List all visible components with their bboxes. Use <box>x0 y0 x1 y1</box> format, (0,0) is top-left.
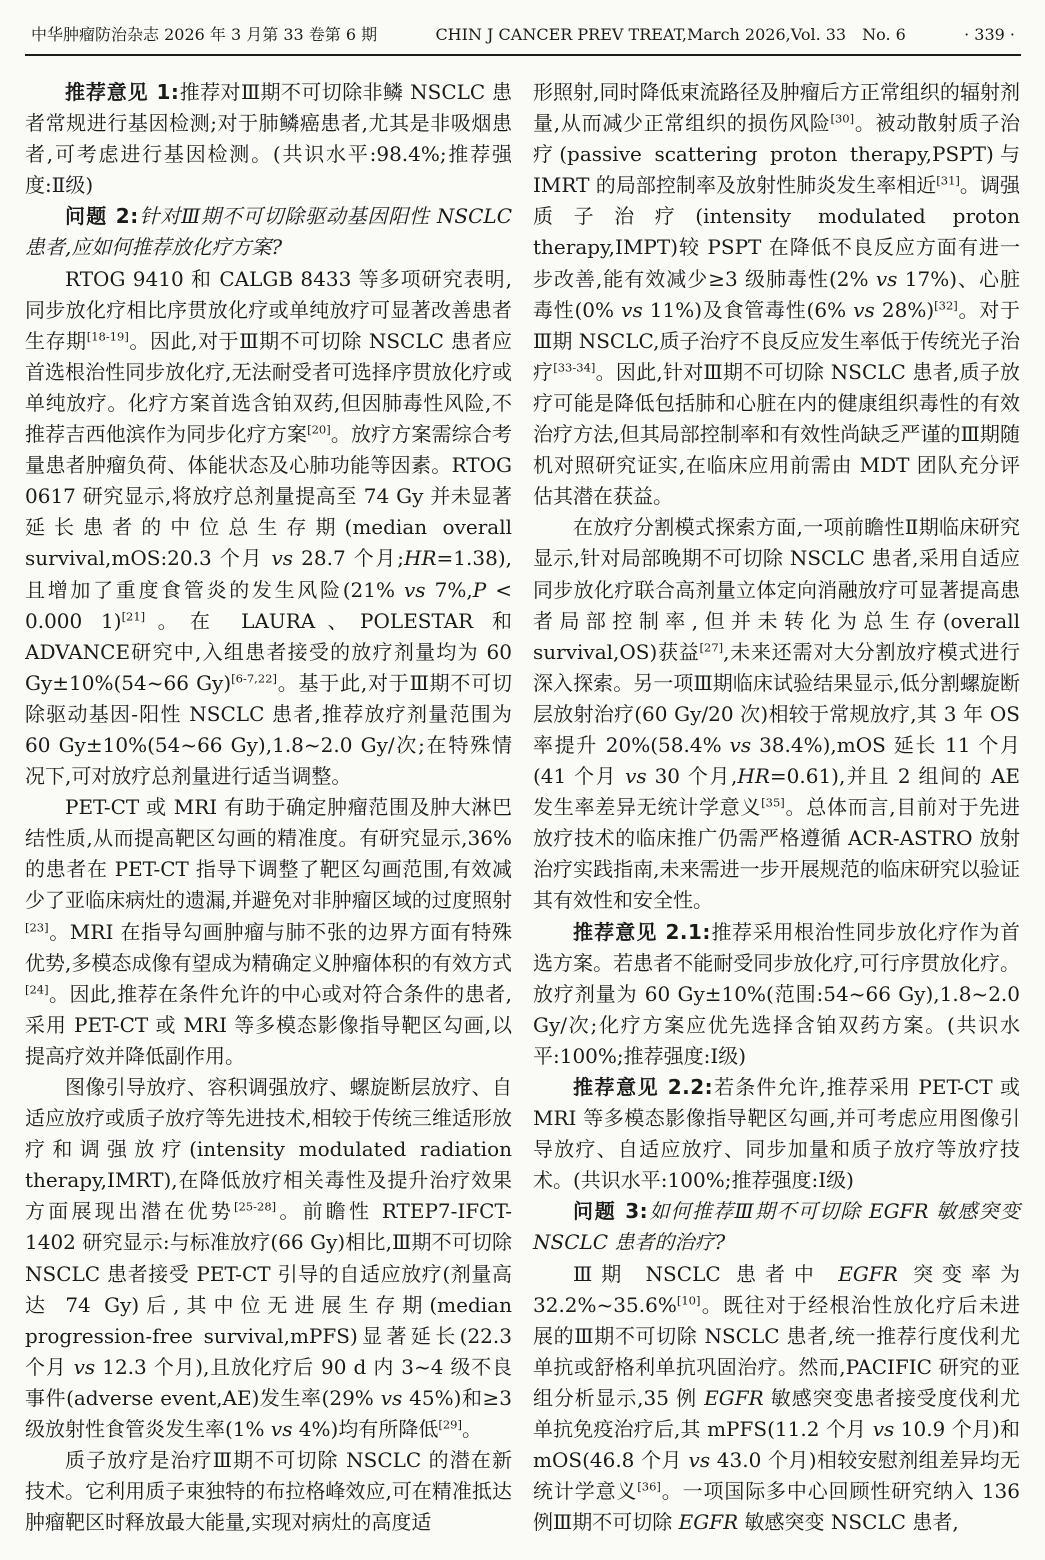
reference-superscript: [29] <box>438 1417 462 1432</box>
text-segment: 38.4%),mOS 延长 11 个月(41 个月 <box>533 732 1020 789</box>
bold-lead-label: 问题 2: <box>65 204 139 229</box>
text-segment: 。对于Ⅲ期 NSCLC,质子治疗不良反应发生率低于传统光子治疗 <box>533 297 1020 384</box>
italic-term: vs <box>621 297 643 322</box>
bold-lead-label: 问题 3: <box>573 1199 649 1224</box>
journal-title-cn: 中华肿瘤防治杂志 2026 年 3 月第 33 卷第 6 期 <box>31 25 378 44</box>
body-paragraph <box>533 512 1020 916</box>
reference-superscript: [35] <box>761 795 785 810</box>
body-paragraph <box>533 1259 1020 1539</box>
text-segment: 。既往对于经根治性放化疗后未进展的Ⅲ期不可切除 NSCLC 患者,统一推荐行度伐利尤单抗或舒格利单抗巩固治疗。然而,PACIFIC 研究的亚组分析显示,35 例 <box>533 1292 1020 1410</box>
text-segment: 17%)、心脏毒性(0% <box>533 266 1020 322</box>
text-segment: 。在 LAURA、POLESTAR 和 ADVANCE研究中,入组患者接受的放疗剂量均为 60 Gy±10%(54~66 Gy) <box>25 608 513 695</box>
text-segment: 。放疗方案需综合考量患者肿瘤负荷、体能状态及心肺功能等因素。RTOG 0617 研究显示,将放疗总剂量提高至 74 Gy 并未显著延长患者的中位总生存期(median overall survival,mOS:20.3 个月 <box>25 422 513 571</box>
text-segment: 推荐采用根治性同步放化疗作为首选方案。若患者不能耐受同步放化疗,可行序贯放化疗。放疗剂量为 60 Gy±10%(范围:54~66 Gy),1.8~2.0 Gy/次;化疗方案应优先选择含铂双药方案。(共识水平:100%;推荐强度:Ⅰ级) <box>533 919 1021 1068</box>
text-segment: 质子放疗是治疗Ⅲ期不可切除 NSCLC 的潜在新技术。它利用质子束独特的布拉格峰效应,可在精准抵达肿瘤靶区时释放最大能量,实现对病灶的高度适 <box>25 1448 512 1535</box>
reference-superscript: [18-19] <box>86 329 129 344</box>
body-paragraph <box>25 264 512 793</box>
reference-superscript: [31] <box>936 173 960 188</box>
italic-term: vs <box>688 1448 711 1473</box>
italic-term: EGFR <box>838 1261 898 1286</box>
text-segment: 11%)及食管毒性(6% <box>642 297 854 322</box>
reference-superscript: [10] <box>676 1293 701 1307</box>
body-paragraph <box>25 1445 512 1538</box>
text-segment: 。因此,针对Ⅲ期不可切除 NSCLC 患者,质子放疗可能是降低包括肺和心脏在内的健康组织毒性的有效治疗方法,但其局部控制率和有效性尚缺乏严谨的Ⅲ期随机对照研究证实,在临床应用前需由 MDT 团队充分评估其潜在获益。 <box>533 359 1021 509</box>
italic-term: vs <box>729 732 752 757</box>
italic-term: vs <box>875 266 898 291</box>
bold-lead-label: 推荐意见 1: <box>65 80 180 104</box>
text-segment: 。基于此,对于Ⅲ期不可切除驱动基因-阳性 NSCLC 患者,推荐放疗剂量范围为 60 Gy±10%(54~66 Gy),1.8~2.0 Gy/次;在特殊情况下,可对放疗总剂量进行适当调整。 <box>25 670 512 789</box>
text-segment: 图像引导放疗、容积调强放疗、螺旋断层放疗、自适应放疗或质子放疗等先进技术,相较于传统三维适形放疗和调强放疗(intensity modulated radiation therapy,IMRT),在降低放疗相关毒性及提升治疗效果方面展现出潜在优势 <box>25 1075 512 1224</box>
reference-superscript: [6-7,22] <box>231 671 277 686</box>
italic-term: vs <box>872 1417 895 1442</box>
italic-term: vs <box>625 764 647 789</box>
bold-lead-label: 推荐意见 2.2: <box>573 1075 714 1099</box>
text-segment: 10.9 个月)和 mOS(46.8 个月 <box>533 1417 1020 1473</box>
italic-term: 如何推荐Ⅲ期不可切除 EGFR 敏感突变 NSCLC 患者的治疗? <box>533 1199 1020 1255</box>
body-paragraph <box>25 792 512 1072</box>
reference-superscript: [24] <box>25 982 49 997</box>
reference-superscript: [27] <box>699 640 724 655</box>
reference-superscript: [36] <box>637 1479 661 1494</box>
text-segment: 。被动散射质子治疗(passive scattering proton therapy,PSPT)与 IMRT 的局部控制率及放射性肺炎发生率相近 <box>533 111 1021 198</box>
text-segment: 。调强质子治疗(intensity modulated proton therapy,IMPT)较 PSPT 在降低不良反应方面有进一步改善,能有效减少≥3 级肺毒性(2% <box>533 173 1020 291</box>
text-segment: 推荐对Ⅲ期不可切除非鳞 NSCLC 患者常规进行基因检测;对于肺鳞癌患者,尤其是非吸烟患者,可考虑进行基因检测。(共识水平:98.4%;推荐强度:Ⅱ级) <box>25 80 512 198</box>
italic-term: 针对Ⅲ期不可切除驱动基因阳性 NSCLC 患者,应如何推荐放化疗方案? <box>25 204 512 260</box>
text-segment: 突变率为 32.2%~35.6% <box>533 1261 1020 1317</box>
text-segment: 。一项国际多中心回顾性研究纳入 136 例Ⅲ期不可切除 <box>533 1479 1021 1535</box>
body-paragraph <box>25 1072 512 1445</box>
text-segment: PET-CT 或 MRI 有助于确定肿瘤范围及肿大淋巴结性质,从而提高靶区勾画的精准度。有研究显示,36%的患者在 PET-CT 指导下调整了靶区勾画范围,有效减少了亚临床病灶的遗漏,并避免对非肿瘤区域的过度照射 <box>25 795 512 913</box>
question-paragraph <box>25 201 512 263</box>
text-segment: 敏感突变 NSCLC 患者, <box>738 1510 959 1535</box>
italic-term: vs <box>404 577 426 602</box>
italic-term: EGFR <box>678 1510 739 1535</box>
text-segment: 7%, <box>425 577 473 602</box>
text-segment: 。MRI 在指导勾画肿瘤与肺不张的边界方面有特殊优势,多模态成像有望成为精确定义肿瘤体积的有效方式 <box>25 919 512 975</box>
left-column <box>25 77 512 1538</box>
text-segment: 30 个月, <box>646 764 738 789</box>
italic-term: vs <box>270 1417 293 1442</box>
italic-term: EGFR <box>704 1385 764 1410</box>
text-segment: 。因此,推荐在条件允许的中心或对符合条件的患者,采用 PET-CT 或 MRI 等多模态影像指导靶区勾画,以提高疗效并降低副作用。 <box>25 981 512 1068</box>
text-segment: 若条件允许,推荐采用 PET-CT 或 MRI 等多模态影像指导靶区勾画,并可考虑应用图像引导放疗、自适应放疗、同步加量和质子放疗等放疗技术。(共识水平:100%;推荐强度:Ⅰ级) <box>533 1075 1021 1193</box>
text-segment: 敏感突变患者接受度伐利尤单抗免疫治疗后,其 mPFS(11.2 个月 <box>533 1385 1021 1442</box>
italic-term: HR <box>404 546 437 571</box>
text-segment: 在放疗分割模式探索方面,一项前瞻性Ⅱ期临床研究显示,针对局部晚期不可切除 NSCLC 患者,采用自适应同步放化疗联合高剂量立体定向消融放疗可显著提高患者局部控制率,但并未转化为总生存(overall survival,OS)获益 <box>533 515 1020 664</box>
text-segment: 12.3 个月),且放化疗后 90 d 内 3~4 级不良事件(adverse event,AE)发生率(29% <box>25 1354 512 1410</box>
bold-lead-label: 推荐意见 2.1: <box>573 919 711 944</box>
header-divider <box>25 54 1021 56</box>
text-segment: 。总体而言,目前对于先进放疗技术的临床推广仍需严格遵循 ACR-ASTRO 放射治疗实践指南,未来需进一步开展规范的临床研究以验证其有效性和安全性。 <box>533 795 1021 913</box>
page-number: · 339 · <box>964 25 1015 44</box>
text-segment: ,未来还需对大分割放疗模式进行深入探索。另一项Ⅲ期临床试验结果显示,低分割螺旋断层放射治疗(60 Gy/20 次)相较于常规放疗,其 3 年 OS 率提升 20%(58.4% <box>533 639 1020 757</box>
text-segment: 28%) <box>874 297 935 322</box>
text-segment: 。因此,对于Ⅲ期不可切除 NSCLC 患者应首选根治性同步放化疗,无法耐受者可选择序贯放化疗或单纯放疗。化疗方案首选含铂双药,但因肺毒性风险,不推荐吉西他滨作为同步化疗方案 <box>25 328 513 447</box>
question-paragraph <box>533 1196 1020 1258</box>
reference-superscript: [30] <box>830 111 855 126</box>
text-segment: RTOG 9410 和 CALGB 8433 等多项研究表明,同步放化疗相比序贯放化疗或单纯放疗可显著改善患者生存期 <box>25 266 512 353</box>
reference-superscript: [33-34] <box>553 360 596 375</box>
reference-superscript: [21] <box>121 608 146 623</box>
right-column <box>533 77 1020 1538</box>
text-segment: < 0.000 1) <box>25 577 512 633</box>
text-segment: 28.7 个月; <box>293 546 405 571</box>
italic-term: vs <box>271 546 294 571</box>
recommendation-paragraph <box>25 77 512 201</box>
recommendation-paragraph <box>533 917 1020 1072</box>
journal-title-en: CHIN J CANCER PREV TREAT,March 2026,Vol. 33 No. 6 <box>435 25 906 44</box>
text-segment: 。前瞻性 RTEP7-IFCT-1402 研究显示:与标准放疗(66 Gy)相比,Ⅲ期不可切除 NSCLC 患者接受 PET-CT 引导的自适应放疗(剂量高达 74 Gy)后,其中位无进展生存期(median progression-free survival,mPFS)显著延长(22.3 个月 <box>25 1199 513 1379</box>
text-segment: 43.0 个月)相较安慰剂组差异均无统计学意义 <box>533 1448 1020 1504</box>
text-segment: 。 <box>461 1417 482 1442</box>
italic-term: P <box>472 577 487 602</box>
running-header <box>25 14 1021 54</box>
reference-superscript: [25-28] <box>234 1199 277 1214</box>
reference-superscript: [23] <box>25 919 49 934</box>
reference-superscript: [32] <box>934 298 958 312</box>
text-segment: 形照射,同时降低束流路径及肿瘤后方正常组织的辐射剂量,从而减少正常组织的损伤风险 <box>533 80 1020 136</box>
body-paragraph <box>533 77 1020 512</box>
text-segment: Ⅲ期 NSCLC 患者中 <box>573 1261 839 1286</box>
text-segment: =1.38),且增加了重度食管炎的发生风险(21% <box>25 546 512 602</box>
recommendation-paragraph <box>533 1072 1020 1196</box>
text-segment: 45%)和≥3 级放射性食管炎发生率(1% <box>25 1385 512 1442</box>
italic-term: vs <box>853 297 875 322</box>
text-segment: =0.61),并且 2 组间的 AE 发生率差异无统计学意义 <box>533 764 1021 820</box>
italic-term: HR <box>737 764 770 789</box>
reference-superscript: [20] <box>307 422 331 437</box>
italic-term: vs <box>73 1354 96 1379</box>
text-segment: 4%)均有所降低 <box>292 1417 439 1442</box>
italic-term: vs <box>380 1385 403 1410</box>
article-body <box>25 77 1021 1538</box>
